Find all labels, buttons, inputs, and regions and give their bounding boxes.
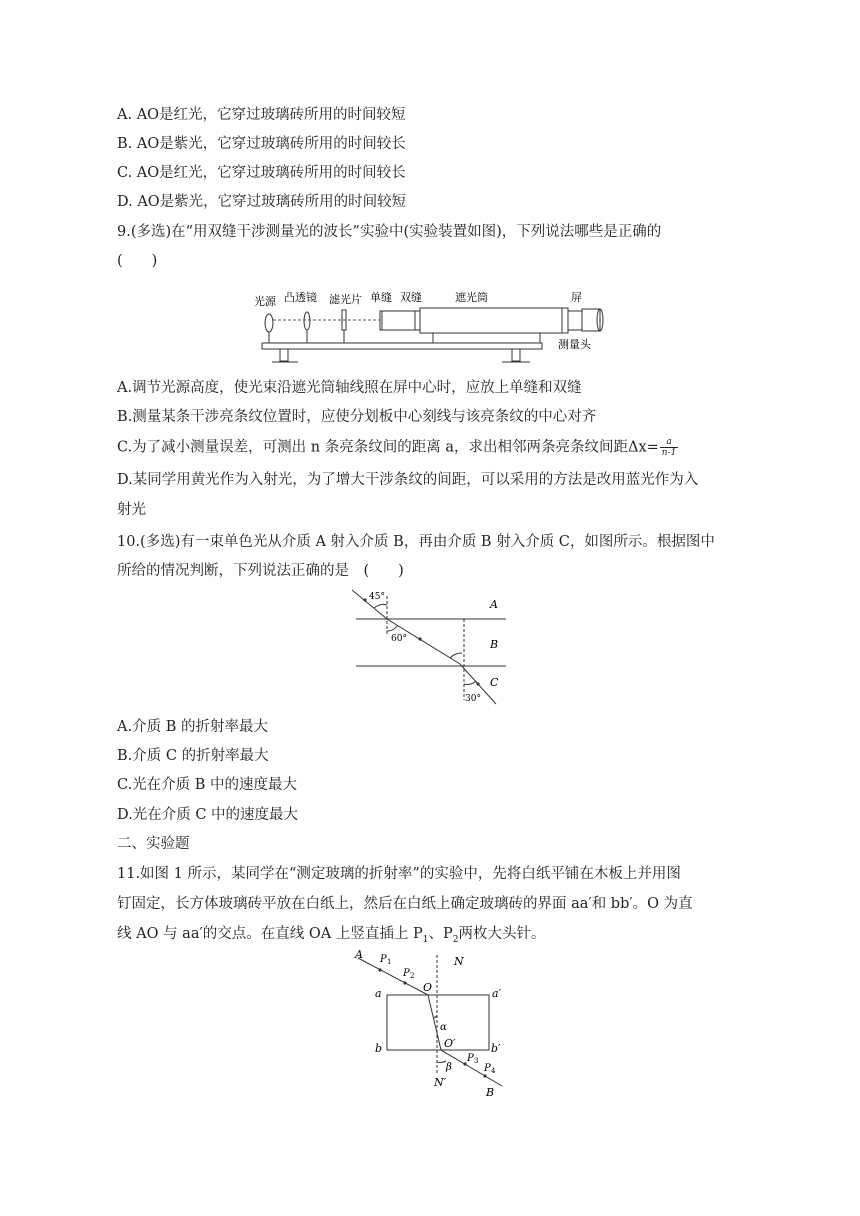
q8-option-b: B. AO是紫光，它穿过玻璃砖所用的时间较长	[117, 136, 406, 152]
q11-stem-line3-part2: 、P	[428, 926, 453, 942]
label-angle-30: 30°	[465, 694, 481, 704]
label-angle-45: 45°	[369, 592, 385, 602]
q10-option-c: C.光在介质 B 中的速度最大	[117, 777, 298, 793]
label-P3: P	[467, 1053, 474, 1064]
label-N: N	[454, 955, 464, 968]
q10-stem-line1: 10.(多选)有一束单色光从介质 A 射入介质 B，再由介质 B 射入介质 C，如图所示。根据图中	[117, 534, 715, 550]
label-angle-60: 60°	[391, 634, 407, 644]
label-O: O	[423, 981, 433, 994]
q9-option-a: A.调节光源高度，使光束沿遮光筒轴线照在屏中心时，应放上单缝和双缝	[117, 380, 582, 396]
q9-stem-line1: 9.(多选)在“用双缝干涉测量光的波长”实验中(实验装置如图)，下列说法哪些是正确的	[117, 224, 662, 240]
q11-stem-line3-part1: 线 AO 与 aa′的交点。在直线 OA 上竖直插上 P	[117, 926, 423, 942]
label-P1: P	[380, 954, 387, 965]
q11-sub-1: 1	[422, 934, 429, 945]
q9-stem-line2: ( )	[117, 253, 158, 269]
q9-option-d-line1: D.某同学用黄光作为入射光，为了增大干涉条纹的间距，可以采用的方法是改用蓝光作为入	[117, 472, 699, 488]
label-filter: 滤光片	[329, 293, 362, 306]
q11-sub-2: 2	[452, 934, 459, 945]
label-B: B	[486, 1086, 495, 1099]
q10-stem-line2: 所给的情况判断，下列说法正确的是 ( )	[117, 563, 404, 579]
q10-option-a: A.介质 B 的折射率最大	[117, 719, 268, 735]
q11-stem-line1: 11.如图 1 所示，某同学在“测定玻璃的折射率”的实验中，先将白纸平铺在木板上并用图	[117, 866, 681, 882]
label-medium-b: B	[490, 638, 499, 651]
label-beta: β	[446, 1062, 452, 1073]
q8-option-c: C. AO是红光，它穿过玻璃砖所用的时间较长	[117, 165, 406, 181]
label-a-prime: a′	[492, 987, 502, 1000]
label-single-slit: 单缝	[370, 291, 392, 304]
fraction-denominator: n-1	[661, 448, 677, 458]
label-alpha: α	[440, 1022, 447, 1033]
q11-stem-line3	[117, 924, 545, 950]
label-medium-c: C	[490, 676, 499, 689]
q10-option-d: D.光在介质 C 中的速度最大	[117, 807, 299, 823]
label-P3-sub: 3	[474, 1057, 479, 1065]
q8-option-a: A. AO是红光，它穿过玻璃砖所用的时间较短	[117, 107, 406, 123]
label-O-prime: O′	[444, 1037, 456, 1050]
label-measuring-head: 测量头	[558, 338, 591, 351]
label-double-slit: 双缝	[400, 291, 422, 304]
label-P1-sub: 1	[387, 958, 392, 966]
label-medium-a: A	[490, 598, 498, 611]
label-P2-sub: 2	[410, 972, 415, 980]
label-b-prime: b′	[491, 1042, 501, 1055]
label-A: A	[355, 950, 363, 961]
label-P4: P	[484, 1063, 491, 1074]
q11-stem-line3-part3: 两枚大头针。	[458, 926, 546, 942]
label-convex-lens: 凸透镜	[284, 291, 317, 304]
label-N-prime: N′	[434, 1076, 447, 1089]
q10-option-b: B.介质 C 的折射率最大	[117, 748, 269, 764]
section-title: 二、实验题	[117, 836, 190, 852]
refraction-media-figure	[350, 588, 515, 710]
q8-option-d: D. AO是紫光，它穿过玻璃砖所用的时间较短	[117, 194, 407, 210]
label-screen: 屏	[571, 291, 582, 304]
double-slit-apparatus-figure	[250, 286, 620, 374]
label-light-source: 光源	[254, 295, 276, 308]
label-hood: 遮光筒	[455, 291, 488, 304]
glass-block-figure	[350, 950, 520, 1100]
q9-option-c	[117, 437, 678, 458]
q9-option-d-line2: 射光	[117, 502, 146, 518]
label-a: a	[375, 987, 382, 1000]
fraction-numerator: a	[660, 437, 679, 448]
label-b: b	[375, 1042, 383, 1055]
q9-option-b: B.测量某条干涉亮条纹位置时，应使分划板中心刻线与该亮条纹的中心对齐	[117, 409, 597, 425]
q11-stem-line2: 钉固定，长方体玻璃砖平放在白纸上，然后在白纸上确定玻璃砖的界面 aa′和 bb′。O 为直	[117, 896, 693, 912]
q9-option-c-fraction	[660, 437, 679, 458]
label-P2: P	[403, 968, 410, 979]
label-P4-sub: 4	[491, 1067, 496, 1075]
q9-option-c-text: C.为了减小测量误差，可测出 n 条亮条纹间的距离 a，求出相邻两条亮条纹间距Δx=	[117, 439, 659, 456]
